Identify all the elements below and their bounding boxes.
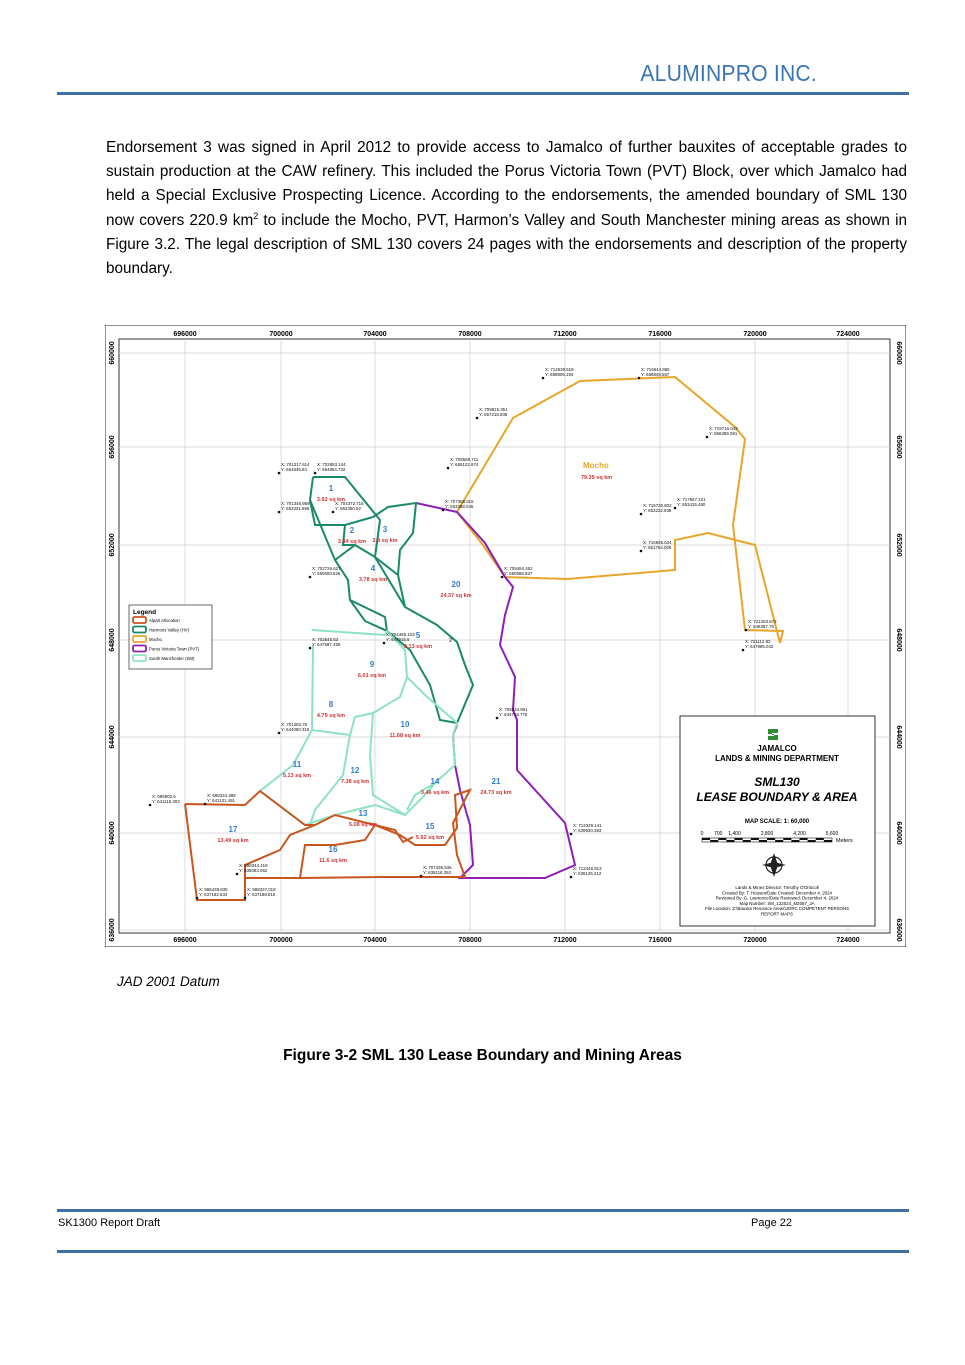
x-tick-top: 700000 (269, 331, 293, 338)
superscript: 2 (253, 210, 259, 221)
coord-x: X: 698337.018 (247, 887, 276, 892)
figure-caption: Figure 3-2 SML 130 Lease Boundary and Mining Areas (283, 1047, 682, 1064)
coord-y: Y: 644090.319 (281, 727, 310, 733)
coord-y: Y: 653331.665 (281, 506, 310, 512)
coord-x: X: 695902.6 (152, 794, 176, 799)
coord-x: X: 702853.144 (317, 462, 346, 467)
y-tick-left: 640000 (109, 821, 116, 845)
area-label-number: 14 (430, 777, 440, 786)
coord-x: X: 719716.043 (709, 426, 738, 431)
legend-item-label: Harmons Valley (HV) (149, 627, 190, 633)
vertex-point (278, 732, 281, 735)
title-block (680, 716, 875, 926)
area-label-value: 11.68 sq km (389, 733, 421, 739)
coord-y: Y: 653415.480 (677, 502, 706, 508)
coord-x: X: 712639.518 (545, 367, 574, 372)
coord-y: Y: 658806.194 (545, 372, 574, 378)
coord-y: Y: 651764.009 (643, 545, 672, 551)
credit-line: Map Number: SM_122024_M2087_JA (739, 900, 815, 906)
coord-x: X: 708568.711 (450, 457, 479, 462)
footer-rule-bottom (57, 1250, 909, 1253)
coord-y: Y: 653232.938 (643, 508, 672, 514)
coord-y: Y: 639930.383 (573, 828, 602, 834)
coord-x: X: 721112.82 (745, 639, 771, 644)
body-paragraph (106, 136, 907, 281)
coord-y: Y: 647597.459 (312, 642, 341, 648)
tb-scale: MAP SCALE: 1: 60,000 (744, 819, 810, 825)
vertex-point (674, 507, 677, 510)
legend-item-label: Mocho (149, 637, 162, 642)
coord-y: Y: 641131.491 (207, 798, 235, 804)
coord-x: X: 701317.614 (281, 462, 310, 467)
tb-scale-unit: Meters (836, 838, 853, 844)
coord-x: X: 708634.961 (499, 707, 528, 712)
scale-tick-label: 2,800 (760, 831, 774, 837)
credit-line: Lands & Mines Director: Timothy O'Driscoll (735, 885, 819, 890)
y-tick-left: 660000 (109, 341, 116, 365)
y-tick-right: 652000 (895, 533, 902, 557)
scale-tick-label: 700 (714, 831, 723, 837)
x-tick-bottom: 716000 (648, 937, 672, 944)
vertex-point (278, 472, 281, 475)
coord-y: Y: 655122.874 (450, 462, 479, 468)
area-label-value: 5.13 sq km (282, 773, 312, 779)
coord-y: Y: 637188.816 (247, 892, 276, 898)
x-tick-bottom: 708000 (458, 937, 482, 944)
area-label-value: 24.73 sq km (480, 790, 512, 796)
area-label-number: 13 (358, 809, 368, 818)
vertex-point (570, 876, 573, 879)
legend-item-label: Alpart Allocation (149, 618, 180, 623)
tb-org: JAMALCO (757, 744, 797, 753)
vertex-point (314, 472, 317, 475)
y-tick-right: 660000 (895, 341, 902, 365)
coord-x: X: 698334.389 (207, 793, 236, 798)
lease-map (105, 325, 906, 947)
coord-y: Y: 656389.081 (709, 431, 738, 437)
coord-x: X: 701346.959 (281, 501, 310, 506)
area-label-number: 11 (292, 760, 302, 769)
y-tick-left: 644000 (109, 725, 116, 749)
legend-item-label: Porus Victoria Town (PVT) (149, 646, 200, 652)
x-tick-bottom: 696000 (173, 937, 197, 944)
tb-title1: SML130 (754, 775, 800, 789)
scale-tick-label: 1,400 (728, 831, 741, 837)
datum-note: JAD 2001 Datum (117, 974, 220, 989)
y-tick-right: 656000 (895, 435, 902, 459)
x-tick-top: 712000 (553, 331, 577, 338)
vertex-point (196, 897, 199, 900)
area-label-number: 1 (328, 484, 334, 493)
vertex-point (706, 436, 709, 439)
credit-line: File Location: Z:\Bauxite Resource Areas\JORC COMPETENT PERSONS (704, 906, 850, 912)
coord-x: X: 696438.835 (199, 887, 228, 892)
mocho-name: Mocho (583, 461, 609, 470)
vertex-point (236, 873, 239, 876)
footer-report-name: SK1300 Report Draft (58, 1217, 161, 1229)
jamalco-logo (765, 726, 781, 742)
scale-tick-label: 0 (700, 831, 704, 837)
coord-y: Y: 638083.062 (239, 868, 268, 874)
coord-x: X: 712329.141 (573, 823, 602, 828)
vertex-point (742, 649, 745, 652)
area-label-value: 7.38 sq km (340, 779, 370, 785)
area-label-number: 5 (415, 631, 421, 640)
vertex-point (244, 897, 247, 900)
credit-line: Reviewed By: G. Lawrence/Date Reviewed: December 4, 2024 (715, 895, 839, 901)
scale-tick-label: 5,600 (825, 831, 839, 837)
credit-line: REPORT MAPS (761, 911, 793, 917)
map-legend (129, 605, 212, 669)
area-label-number: 10 (400, 720, 410, 729)
coord-y: Y: 650600.626 (312, 571, 341, 577)
y-tick-left: 656000 (109, 435, 116, 459)
vertex-point (420, 875, 423, 878)
mocho-area: 79.35 sq km (581, 475, 613, 481)
coord-y: Y: 638116.353 (423, 870, 451, 876)
area-label-value: 2.8 sq km (372, 538, 398, 544)
vertex-point (476, 417, 479, 420)
coord-x: X: 704465.103 (386, 632, 415, 637)
footer-rule-top (57, 1209, 909, 1212)
area-label-number: 15 (425, 822, 435, 831)
area-label-value: 24.37 sq km (440, 593, 472, 599)
area-label-value: 4.79 sq km (316, 713, 346, 719)
area-label-number: 4 (370, 564, 376, 573)
vertex-point (640, 513, 643, 516)
vertex-point (332, 511, 335, 514)
paragraph-text-2: to include the Mocho, PVT, Harmon’s Valley and South Manchester mining areas as shown in Figure 3.2. The legal description of SML 130 covers 24 pages with the endorsements and description of the property boundary. (106, 211, 907, 278)
area-label-value: 3.78 sq km (358, 577, 388, 583)
coord-x: X: 709815.351 (479, 407, 508, 412)
coord-y: Y: 654864.732 (317, 467, 346, 473)
area-label-value: 9.13 sq km (403, 644, 433, 650)
coord-x: X: 716644.886 (641, 367, 670, 372)
coord-x: X: 707436.536 (423, 865, 452, 870)
x-tick-top: 716000 (648, 331, 672, 338)
vertex-point (542, 377, 545, 380)
vertex-point (204, 803, 207, 806)
coord-y: Y: 653388.045 (445, 504, 474, 510)
coord-x: X: 701283.76 (281, 722, 308, 727)
vertex-point (745, 629, 748, 632)
area-label-value: 5.08 sq km (348, 822, 378, 828)
coord-y: Y: 658849.557 (641, 372, 670, 378)
coord-y: Y: 654845.94 (281, 467, 307, 473)
scale-tick-label: 4,200 (793, 831, 806, 837)
y-tick-left: 636000 (109, 918, 116, 942)
coord-x: X: 709484.452 (504, 566, 533, 571)
area-label-number: 21 (491, 777, 501, 786)
tb-dept: LANDS & MINING DEPARTMENT (715, 754, 839, 763)
coord-x: X: 702726.627 (312, 566, 341, 571)
header-rule (57, 92, 909, 95)
area-label-number: 16 (328, 845, 338, 854)
vertex-point (278, 511, 281, 514)
map-svg (105, 325, 906, 947)
vertex-point (638, 377, 641, 380)
coord-y: Y: 647995.042 (745, 644, 774, 650)
area-label-number: 20 (451, 580, 461, 589)
coord-y: Y: 657218.839 (479, 412, 508, 418)
coord-x: X: 716655.634 (643, 540, 672, 545)
y-tick-left: 652000 (109, 533, 116, 557)
vertex-point (501, 576, 504, 579)
area-label-number: 2 (349, 526, 355, 535)
coord-y: Y: 653350.62 (335, 506, 361, 512)
coord-y: Y: 648357.76 (748, 624, 774, 630)
coord-y: Y: 644718.775 (499, 712, 528, 718)
y-tick-right: 640000 (895, 821, 902, 845)
vertex-point (149, 804, 152, 807)
credit-line: Created By: T. Housen/Date Created: December 4, 2024 (722, 890, 832, 896)
x-tick-bottom: 724000 (836, 937, 860, 944)
tb-title2: LEASE BOUNDARY & AREA (696, 790, 858, 804)
coord-y: Y: 647915.6 (386, 637, 410, 643)
x-tick-bottom: 704000 (363, 937, 387, 944)
coord-x: X: 717667.101 (677, 497, 706, 502)
legend-title: Legend (133, 609, 157, 616)
area-label-value: 3.46 sq km (420, 790, 450, 796)
area-label-value: 11.6 sq km (319, 858, 347, 864)
x-tick-bottom: 712000 (553, 937, 577, 944)
paragraph-text-1: Endorsement 3 was signed in April 2012 to provide access to Jamalco of further bauxites of acceptable grades to sustain production at the CAW refinery. This included the Porus Victoria Town (PVT) Block, over which Jamalco had held a Special Exclusive Prospecting Licence. According to the endorsements, the amended boundary of SML 130 now covers 220.9 km (106, 139, 907, 229)
footer-page-number: Page 22 (751, 1217, 792, 1229)
x-tick-top: 708000 (458, 331, 482, 338)
company-header: ALUMINPRO INC. (640, 60, 817, 86)
vertex-point (640, 550, 643, 553)
coord-y: Y: 638125.212 (573, 871, 602, 877)
coord-x: X: 702545.53 (312, 637, 339, 642)
x-tick-top: 724000 (836, 331, 860, 338)
vertex-point (309, 576, 312, 579)
area-label-value: 6.01 sq km (357, 673, 387, 679)
area-label-number: 8 (328, 700, 334, 709)
area-label-number: 17 (228, 825, 238, 834)
coord-x: X: 721263.672 (748, 619, 777, 624)
vertex-point (442, 509, 445, 512)
area-label-number: 3 (382, 525, 388, 534)
x-tick-top: 720000 (743, 331, 767, 338)
area-label-value: 3.92 sq km (316, 497, 346, 503)
x-tick-top: 696000 (173, 331, 197, 338)
coord-y: Y: 650588.837 (504, 571, 533, 577)
area-label-number: 2 (449, 638, 453, 644)
y-tick-left: 648000 (109, 628, 116, 652)
legend-item-label: South Manchester (SM) (149, 656, 195, 661)
area-label-number: 9 (369, 660, 375, 669)
vertex-point (570, 833, 573, 836)
coord-x: X: 704372.716 (335, 501, 364, 506)
y-tick-right: 648000 (895, 628, 902, 652)
coord-x: X: 707368.315 (445, 499, 474, 504)
y-tick-right: 644000 (895, 725, 902, 749)
y-tick-right: 636000 (895, 918, 902, 942)
area-label-value: 3.34 sq km (337, 539, 367, 545)
coord-x: X: 716730.802 (643, 503, 672, 508)
vertex-point (447, 467, 450, 470)
coord-y: Y: 641118.303 (152, 799, 180, 805)
coord-y: Y: 637182.634 (199, 892, 228, 898)
vertex-point (309, 647, 312, 650)
x-tick-bottom: 700000 (269, 937, 293, 944)
vertex-point (383, 642, 386, 645)
area-label-value: 5.62 sq km (415, 835, 445, 841)
coord-x: X: 712446.813 (573, 866, 602, 871)
area-label-value: 13.49 sq km (217, 838, 249, 844)
vertex-point (496, 717, 499, 720)
coord-x: X: 698344.418 (239, 863, 268, 868)
area-label-number: 12 (350, 766, 360, 775)
x-tick-top: 704000 (363, 331, 387, 338)
x-tick-bottom: 720000 (743, 937, 767, 944)
